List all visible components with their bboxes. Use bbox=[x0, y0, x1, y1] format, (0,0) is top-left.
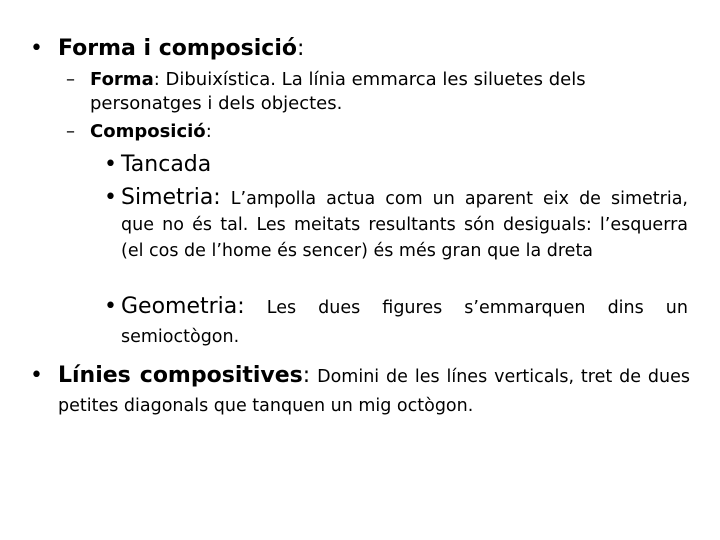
bullet-icon: • bbox=[30, 363, 43, 388]
subsubitem-simetria-text: L’ampolla actua com un aparent eix de simetria, que no és tal. Les meitats resultants són desiguals: l’esquerra (el cos de l’home és sencer) és més gran que la dreta bbox=[121, 189, 688, 261]
dash-icon: – bbox=[66, 121, 75, 142]
heading-colon: : bbox=[297, 36, 305, 61]
bullet-icon: • bbox=[104, 294, 117, 319]
bullet-forma-i-composicio bbox=[30, 36, 690, 62]
subitem-forma bbox=[66, 68, 690, 116]
subitem-composicio-label: Composició bbox=[90, 121, 206, 142]
subsubitem-simetria bbox=[104, 185, 688, 264]
subsubitem-geometria-text: Les dues figures s’emmarquen dins un semioctògon. bbox=[121, 298, 688, 347]
subsubitem-tancada-text: Tancada bbox=[121, 152, 212, 177]
subsubitem-geometria-label: Geometria: bbox=[121, 294, 245, 319]
bullet-icon: • bbox=[104, 185, 117, 210]
subitem-composicio bbox=[66, 120, 690, 144]
heading-forma-i-composicio: Forma i composició bbox=[58, 36, 298, 61]
subsubitem-tancada bbox=[104, 151, 688, 179]
subitem-composicio-colon: : bbox=[205, 121, 212, 142]
dash-icon: – bbox=[66, 69, 75, 90]
subsubitem-geometria bbox=[104, 292, 688, 351]
heading-colon: : bbox=[302, 363, 311, 388]
subitem-forma-label: Forma bbox=[90, 69, 154, 90]
bullet-icon: • bbox=[30, 36, 43, 61]
heading-linies-compositives: Línies compositives bbox=[58, 363, 303, 388]
linies-text: Domini de les línes verticals, tret de dues petites diagonals que tanquen un mig octògon. bbox=[58, 367, 690, 416]
subsubitem-simetria-label: Simetria: bbox=[121, 185, 221, 210]
subitem-forma-text: : Dibuixística. La línia emmarca les siluetes dels personatges i dels objectes. bbox=[90, 69, 586, 114]
bullet-linies-compositives bbox=[30, 361, 690, 420]
bullet-icon: • bbox=[104, 152, 117, 177]
